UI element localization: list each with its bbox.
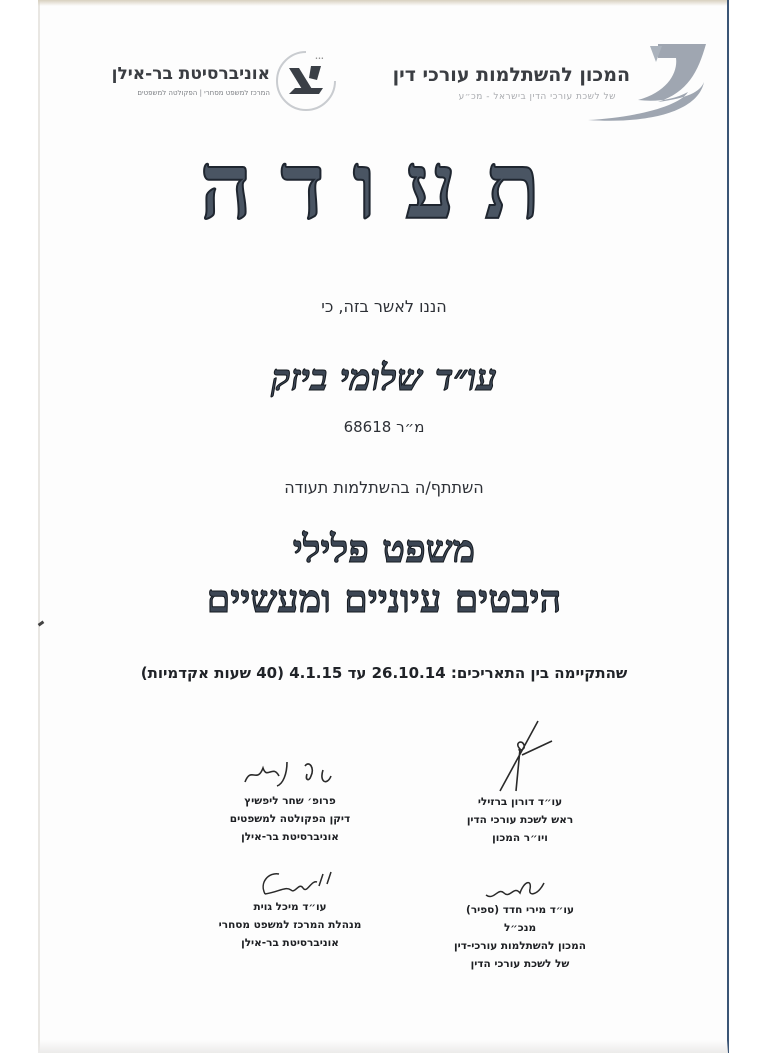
signatory-title: דיקן הפקולטה למשפטים	[229, 813, 351, 825]
recipient-name: עו״ד שלומי ביזק	[271, 357, 497, 399]
scan-top-shadow	[38, 0, 728, 6]
signatory-name: פרופ׳ שחר ליפשיץ	[244, 795, 336, 807]
institute-logo	[392, 42, 708, 124]
handwritten-signature-icon	[235, 752, 345, 792]
license-number: מ״ר 68618	[343, 418, 425, 436]
handwritten-signature-icon	[480, 875, 560, 901]
university-subtitle: המרכז למשפט מסחרי | הפקולטה למשפטים	[137, 89, 270, 97]
participation-statement: השתתף/ה בהשתלמות תעודה	[284, 478, 484, 497]
signature-block-dean	[190, 752, 390, 846]
signatory-title: המכון להשתלמות עורכי-דין	[454, 940, 586, 952]
signatory-title: מנהלת המרכז למשפט מסחרי	[218, 919, 362, 931]
signatory-name: עו״ד דורון ברזילי	[477, 796, 563, 808]
signatory-title: אוניברסיטת בר-אילן	[241, 831, 339, 843]
course-title-line2: היבטים עיוניים ומעשיים	[206, 576, 562, 621]
course-dates: שהתקיימה בין התאריכים: 26.10.14 עד 4.1.15 (40 שעות אקדמיות)	[140, 664, 628, 682]
signatory-name: עו״ד מירי חדד (ספיר)	[466, 904, 574, 916]
signatory-title: אוניברסיטת בר-אילן	[241, 937, 339, 949]
scan-bottom-shadow	[38, 1040, 728, 1053]
handwritten-signature-icon	[480, 715, 560, 793]
institute-subtitle: של לשכת עורכי הדין בישראל - מכ״ע	[458, 92, 616, 102]
signatory-title: של לשכת עורכי הדין	[470, 958, 570, 970]
handwritten-signature-icon	[235, 868, 345, 898]
signature-block-center-director	[190, 868, 390, 952]
svg-text:•••: •••	[315, 56, 324, 62]
certificate-intro: הננו לאשר בזה, כי	[321, 297, 447, 316]
certificate-title: תעודה	[199, 132, 569, 240]
university-name: אוניברסיטת בר-אילן	[111, 64, 270, 84]
signatory-title: מנכ״ל	[503, 922, 537, 934]
signature-block-chairman	[420, 715, 620, 847]
signatory-title: ויו״ר המכון	[492, 832, 548, 844]
course-title-line1: משפט פלילי	[292, 526, 476, 571]
signatory-title: ראש לשכת עורכי הדין	[466, 814, 574, 826]
signatory-name: עו״ד מיכל גוית	[253, 901, 327, 913]
signature-block-ceo	[420, 875, 620, 973]
bar-ilan-emblem-icon	[275, 50, 337, 112]
bar-ilan-logo	[95, 42, 345, 117]
institute-name: המכון להשתלמות עורכי דין	[392, 64, 630, 86]
